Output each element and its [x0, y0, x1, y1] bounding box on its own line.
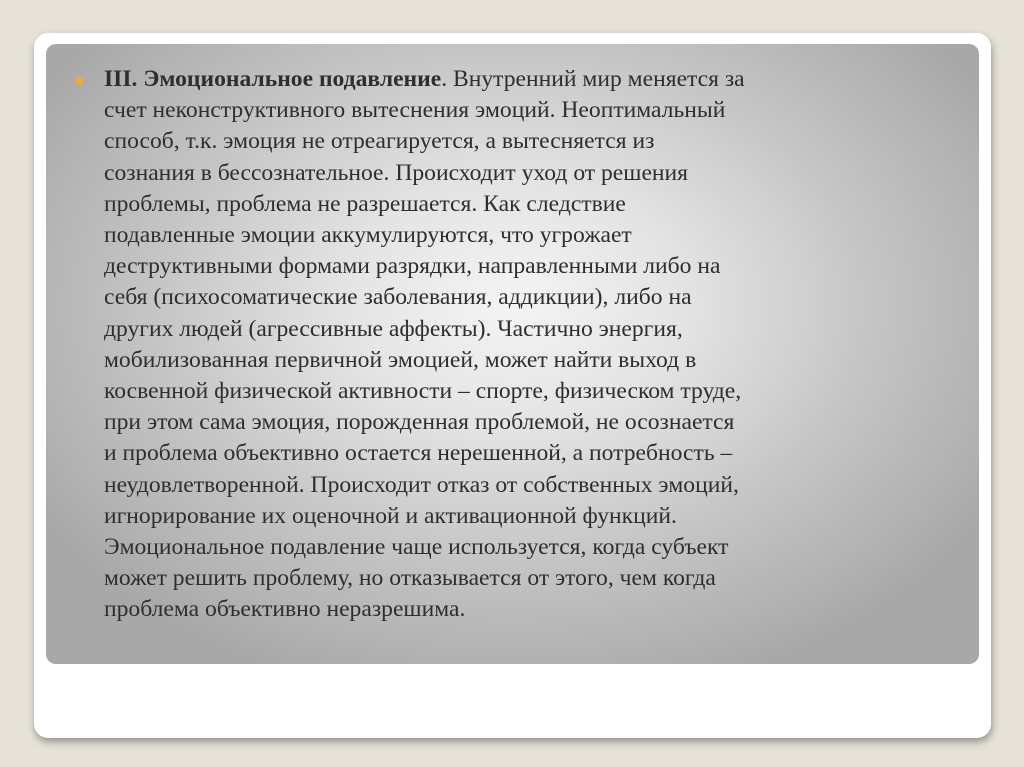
- text-line: деструктивными формами разрядки, направленными либо на: [104, 253, 721, 280]
- text-line: себя (психосоматические заболевания, аддикции), либо на: [104, 284, 692, 311]
- text-line: неудовлетворенной. Происходит отказ от собственных эмоций,: [104, 471, 739, 498]
- text-line: сознания в бессознательное. Происходит уход от решения: [104, 159, 689, 186]
- text-line: счет неконструктивного вытеснения эмоций. Неоптимальный: [104, 97, 726, 124]
- text-line: способ, т.к. эмоция не отреагируется, а вытесняется из: [104, 128, 655, 155]
- text-line: и проблема объективно остается нерешенной, а потребность –: [104, 440, 733, 467]
- text-line: проблема объективно неразрешима.: [104, 596, 466, 623]
- text-line: игнорирование их оценочной и активационной функций.: [104, 502, 677, 529]
- text-line: других людей (агрессивные аффекты). Частично энергия,: [104, 315, 683, 342]
- text-line: подавленные эмоции аккумулируются, что угрожает: [104, 222, 632, 249]
- text-line: может решить проблему, но отказывается от этого, чем когда: [104, 565, 716, 592]
- text-line: косвенной физической активности – спорте, физическом труде,: [104, 378, 742, 405]
- paragraph: [104, 64, 964, 626]
- text-line: мобилизованная первичной эмоцией, может найти выход в: [104, 346, 697, 373]
- text-line: проблемы, проблема не разрешается. Как следствие: [104, 190, 626, 217]
- bullet-dot-icon: [75, 77, 83, 85]
- text-line: . Внутренний мир меняется за: [441, 66, 745, 92]
- paragraph-heading: III. Эмоциональное подавление: [104, 66, 442, 92]
- text-line: Эмоциональное подавление чаще используется, когда субъект: [104, 534, 729, 561]
- bullet-item: [75, 64, 965, 626]
- text-line: при этом сама эмоция, порожденная проблемой, не осознается: [104, 409, 735, 436]
